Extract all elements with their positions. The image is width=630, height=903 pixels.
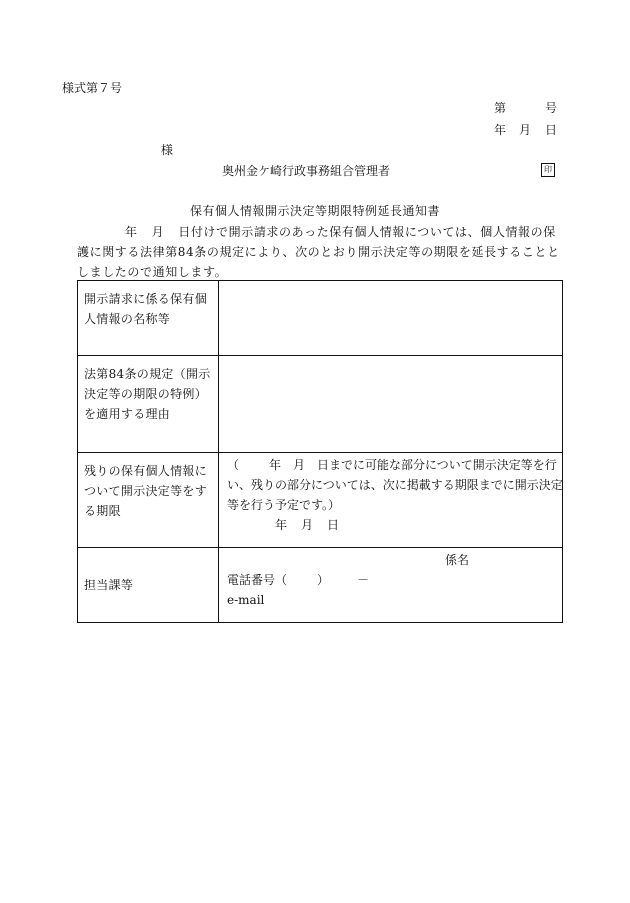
phone-dash: － — [357, 573, 370, 587]
document-number-prefix: 第 — [494, 101, 507, 115]
deadline-text-line3: 等を行う予定です。） — [227, 498, 341, 512]
form-number: 様式第７号 — [62, 81, 123, 95]
table-row — [78, 281, 563, 356]
sender-name: 奥州金ケ崎行政事務組合管理者 — [222, 164, 391, 178]
date-year-label: 年 — [494, 123, 507, 137]
deadline-text-line1: 日までに可能な部分について開示決定等を行 — [317, 458, 557, 472]
extension-reason-label: 法第84条の規定（開示決定等の期限の特例）を適用する理由 — [78, 356, 219, 453]
recipient-honorific: 様 — [161, 143, 174, 157]
deadline-final-month: 月 — [301, 518, 314, 532]
section-name-label: 係名 — [445, 553, 470, 567]
notice-details-table — [77, 280, 563, 623]
body-month: 月 — [151, 225, 165, 239]
deadline-partial-year: 年 — [269, 458, 282, 472]
body-year: 年 — [125, 225, 138, 239]
body-text: 日付けで開示請求のあった保有個人情報については、個人情報の保護に関する法律第84条の規定により、次のとおり開示決定等の期限を延長することとしましたので通知します。 — [77, 225, 560, 279]
remaining-deadline-label: 残りの保有個人情報について開示決定等をする期限 — [78, 453, 219, 548]
requested-info-label: 開示請求に係る保有個人情報の名称等 — [78, 281, 219, 356]
table-row — [78, 453, 563, 548]
deadline-text-line2: い、残りの部分については、次に掲載する期限までに開示決定 — [227, 478, 563, 492]
seal-mark: 印 — [541, 163, 555, 177]
date-month-label: 月 — [519, 123, 532, 137]
notice-body — [77, 222, 563, 282]
phone-close-paren: ） — [317, 573, 330, 587]
deadline-final-year: 年 — [275, 518, 288, 532]
contact-dept-label: 担当課等 — [78, 548, 219, 623]
date-day-label: 日 — [545, 123, 558, 137]
email-label: e-mail — [227, 593, 265, 607]
table-row — [78, 548, 563, 623]
table-row — [78, 356, 563, 453]
requested-info-value — [219, 281, 563, 356]
contact-dept-value — [219, 548, 563, 623]
phone-label: 電話番号（ — [227, 573, 288, 587]
remaining-deadline-value — [219, 453, 563, 548]
extension-reason-value — [219, 356, 563, 453]
deadline-final-day: 日 — [327, 518, 340, 532]
open-paren: （ — [227, 458, 240, 472]
document-title: 保有個人情報開示決定等期限特例延長通知書 — [189, 204, 440, 218]
document-number-suffix: 号 — [545, 101, 558, 115]
deadline-partial-month: 月 — [293, 458, 306, 472]
